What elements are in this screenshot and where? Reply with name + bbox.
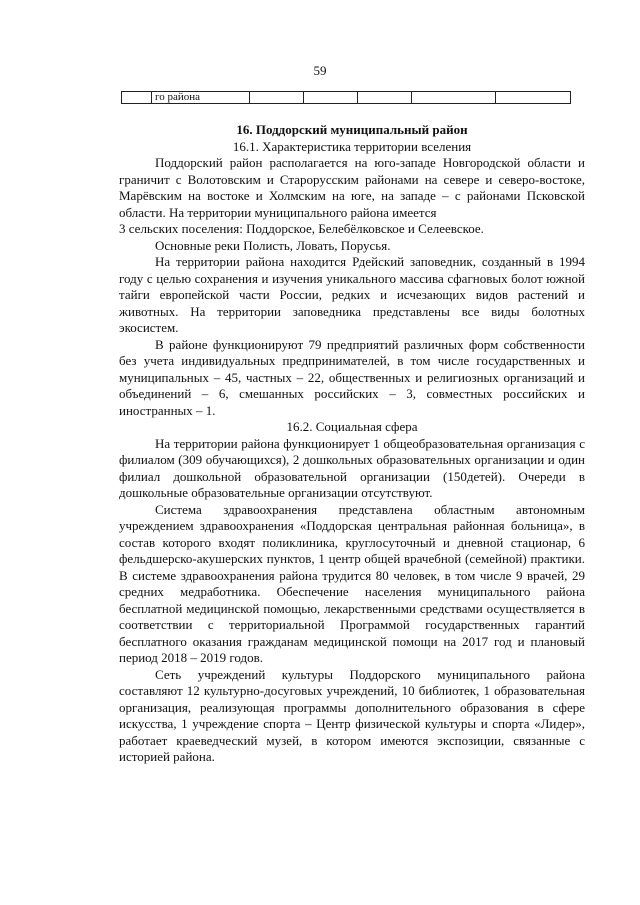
continuation-table (121, 91, 571, 104)
table-row (122, 92, 571, 104)
paragraph: 3 сельских поселения: Поддорское, Белебёлковское и Селеевское. (119, 221, 484, 236)
table-cell (358, 92, 412, 104)
page-number: 59 (313, 63, 327, 78)
section-title: 16. Поддорский муниципальный район (236, 122, 468, 137)
table-cell (496, 92, 571, 104)
subsection-title: 16.1. Характеристика территории вселения (232, 138, 472, 154)
paragraph: Основные реки Полисть, Ловать, Порусья. (155, 237, 391, 253)
paragraph: Сеть учреждений культуры Поддорского муниципального района составляют 12 культурно-досуговых учреждений, 10 библиотек, 1 образовательная организация, реализующая программы дополнительного образования в сфере искусства, 1 учреждение спорта – Центр физической культуры и спорта «Лидер», работает краеведческий музей, в котором имеются экспозиции, связанные с историей района. (119, 666, 585, 764)
table-cell (250, 92, 304, 104)
table-cell: го района (152, 92, 250, 104)
paragraph: Система здравоохранения представлена областным автономным учреждением здравоохранения «Поддорская центральная районная больница», в состав которого входят поликлиника, круглосуточный и дневной стационар, 6 фельдшерско-акушерских пунктов, 1 центр общей врачебной (семейной) практики. В системе здравоохранения района трудится 80 человек, в том числе 9 врачей, 29 средних медработника. Обеспечение населения муниципального района бесплатной медицинской помощью, лекарственными средствами осуществляется в соответствии с территориальной Программой государственных гарантий бесплатного оказания гражданам медицинской помощи на 2017 год и плановый период 2018 – 2019 годов. (119, 501, 585, 665)
table-cell (412, 92, 496, 104)
table-cell (304, 92, 358, 104)
document-body (119, 122, 585, 766)
table-cell (122, 92, 152, 104)
paragraph: На территории района находится Рдейский заповедник, созданный в 1994 году с целью сохранения и изучения уникального массива сфагновых болот южной тайги европейской части России, редких и исчезающих видов растений и животных. На территории заповедника представлены все виды болотных экосистем. (119, 254, 585, 335)
paragraph: В районе функционируют 79 предприятий различных форм собственности без учета индивидуальных предпринимателей, в том числе государственных и муниципальных – 45, частных – 22, общественных и религиозных организаций и объединений – 6, смешанных российских – 3, совместных российских и иностранных – 1. (119, 336, 585, 418)
paragraph: На территории района функционирует 1 общеобразовательная организация с филиалом (309 обучающихся), 2 дошкольных образовательных организации и один филиал дошкольной образовательной организации (150детей). Очереди в дошкольные образовательные организации отсутствуют. (119, 435, 585, 500)
subsection-title: 16.2. Социальная сфера (286, 419, 418, 434)
paragraph: Поддорский район располагается на юго-западе Новгородской области и граничит с Волотовским и Старорусским районами на севере и северо-востоке, Марёвским на востоке и Холмским на юге, на западе – с районами Псковской области. На территории муниципального района имеется (119, 155, 585, 220)
